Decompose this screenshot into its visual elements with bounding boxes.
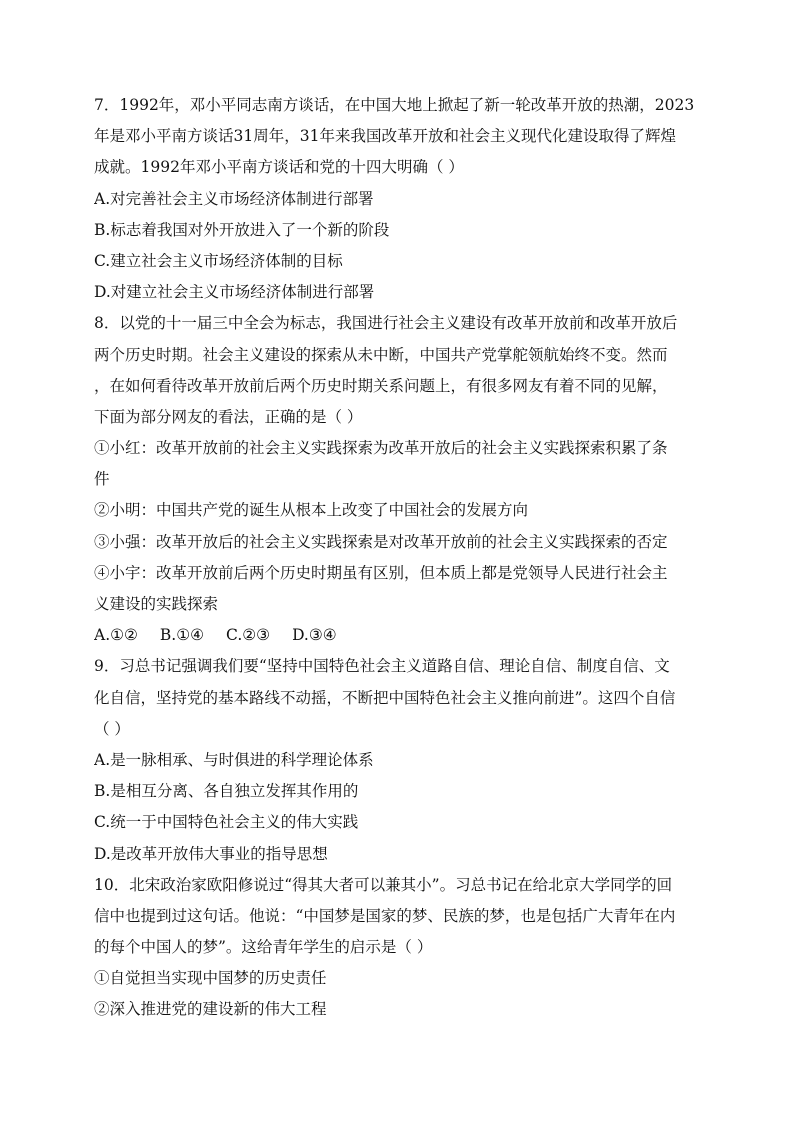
option-b: B.是相互分离、各自独立发挥其作用的 <box>94 782 359 801</box>
statement-4-continued: 义建设的实践探索 <box>94 595 219 613</box>
option-c: C.统一于中国特色社会主义的伟大实践 <box>94 813 359 832</box>
option-c: C.建立社会主义市场经济体制的目标 <box>94 251 343 270</box>
question-stem-line: 化自信，坚持党的基本路线不动摇，不断把中国特色社会主义推向前进”。这四个自信 <box>94 688 676 707</box>
choice-d: D.③④ <box>292 626 337 645</box>
question-stem-line: 9．习总书记强调我们要“坚持中国特色社会主义道路自信、理论自信、制度自信、文 <box>94 657 670 676</box>
question-9 <box>94 651 704 869</box>
question-stem-line: 8．以党的十一届三中全会为标志，我国进行社会主义建设有改革开放前和改革开放后 <box>94 314 678 333</box>
statement-4: ④小宇：改革开放前后两个历史时期虽有区别，但本质上都是党领导人民进行社会主 <box>94 563 668 582</box>
question-7 <box>94 90 704 308</box>
statement-1: ①小红：改革开放前的社会主义实践探索为改革开放后的社会主义实践探索积累了条 <box>94 439 668 458</box>
statement-1-continued: 件 <box>94 470 110 489</box>
question-10 <box>94 870 704 1026</box>
option-d: D.是改革开放伟大事业的指导思想 <box>94 844 328 863</box>
question-8 <box>94 308 704 651</box>
question-stem-line: 7．1992年，邓小平同志南方谈话，在中国大地上掀起了新一轮改革开放的热潮，2023 <box>94 96 695 114</box>
question-stem-line: 两个历史时期。社会主义建设的探索从未中断，中国共产党掌舵领航始终不变。然而 <box>94 345 668 364</box>
statement-2: ②深入推进党的建设新的伟大工程 <box>94 1000 327 1019</box>
choice-c: C.②③ <box>226 626 271 645</box>
option-b: B.标志着我国对外开放进入了一个新的阶段 <box>94 220 390 239</box>
statement-1: ①自觉担当实现中国梦的历史责任 <box>94 969 327 988</box>
choice-b: B.①④ <box>159 626 205 645</box>
question-stem-line: 信中也提到过这句话。他说：“中国梦是国家的梦、民族的梦，也是包括广大青年在内 <box>94 906 676 925</box>
answer-choices <box>94 620 704 651</box>
question-stem-line: 下面为部分网友的看法，正确的是（ ） <box>94 407 363 426</box>
option-a: A.对完善社会主义市场经济体制进行部署 <box>94 189 374 208</box>
choice-a: A.①② <box>94 626 138 645</box>
question-stem-line: 成就。1992年邓小平南方谈话和党的十四大明确（ ） <box>94 158 464 177</box>
option-d: D.对建立社会主义市场经济体制进行部署 <box>94 283 375 302</box>
statement-2: ②小明：中国共产党的诞生从根本上改变了中国社会的发展方向 <box>94 501 529 520</box>
statement-3: ③小强：改革开放后的社会主义实践探索是对改革开放前的社会主义实践探索的否定 <box>94 532 668 551</box>
question-stem-line: 年是邓小平南方谈话31周年，31年来我国改革开放和社会主义现代化建设取得了辉煌 <box>94 127 676 146</box>
question-stem-line: ，在如何看待改革开放前后两个历史时期关系问题上，有很多网友有着不同的见解， <box>94 376 668 395</box>
option-a: A.是一脉相承、与时俱进的科学理论体系 <box>94 750 374 769</box>
exam-page <box>94 90 704 1026</box>
question-stem-line: 的每个中国人的梦”。这给青年学生的启示是（ ） <box>94 938 433 957</box>
question-stem-line: 10．北宋政治家欧阳修说过“得其大者可以兼其小”。习总书记在给北京大学同学的回 <box>94 875 673 894</box>
question-stem-line: （ ） <box>94 719 130 738</box>
